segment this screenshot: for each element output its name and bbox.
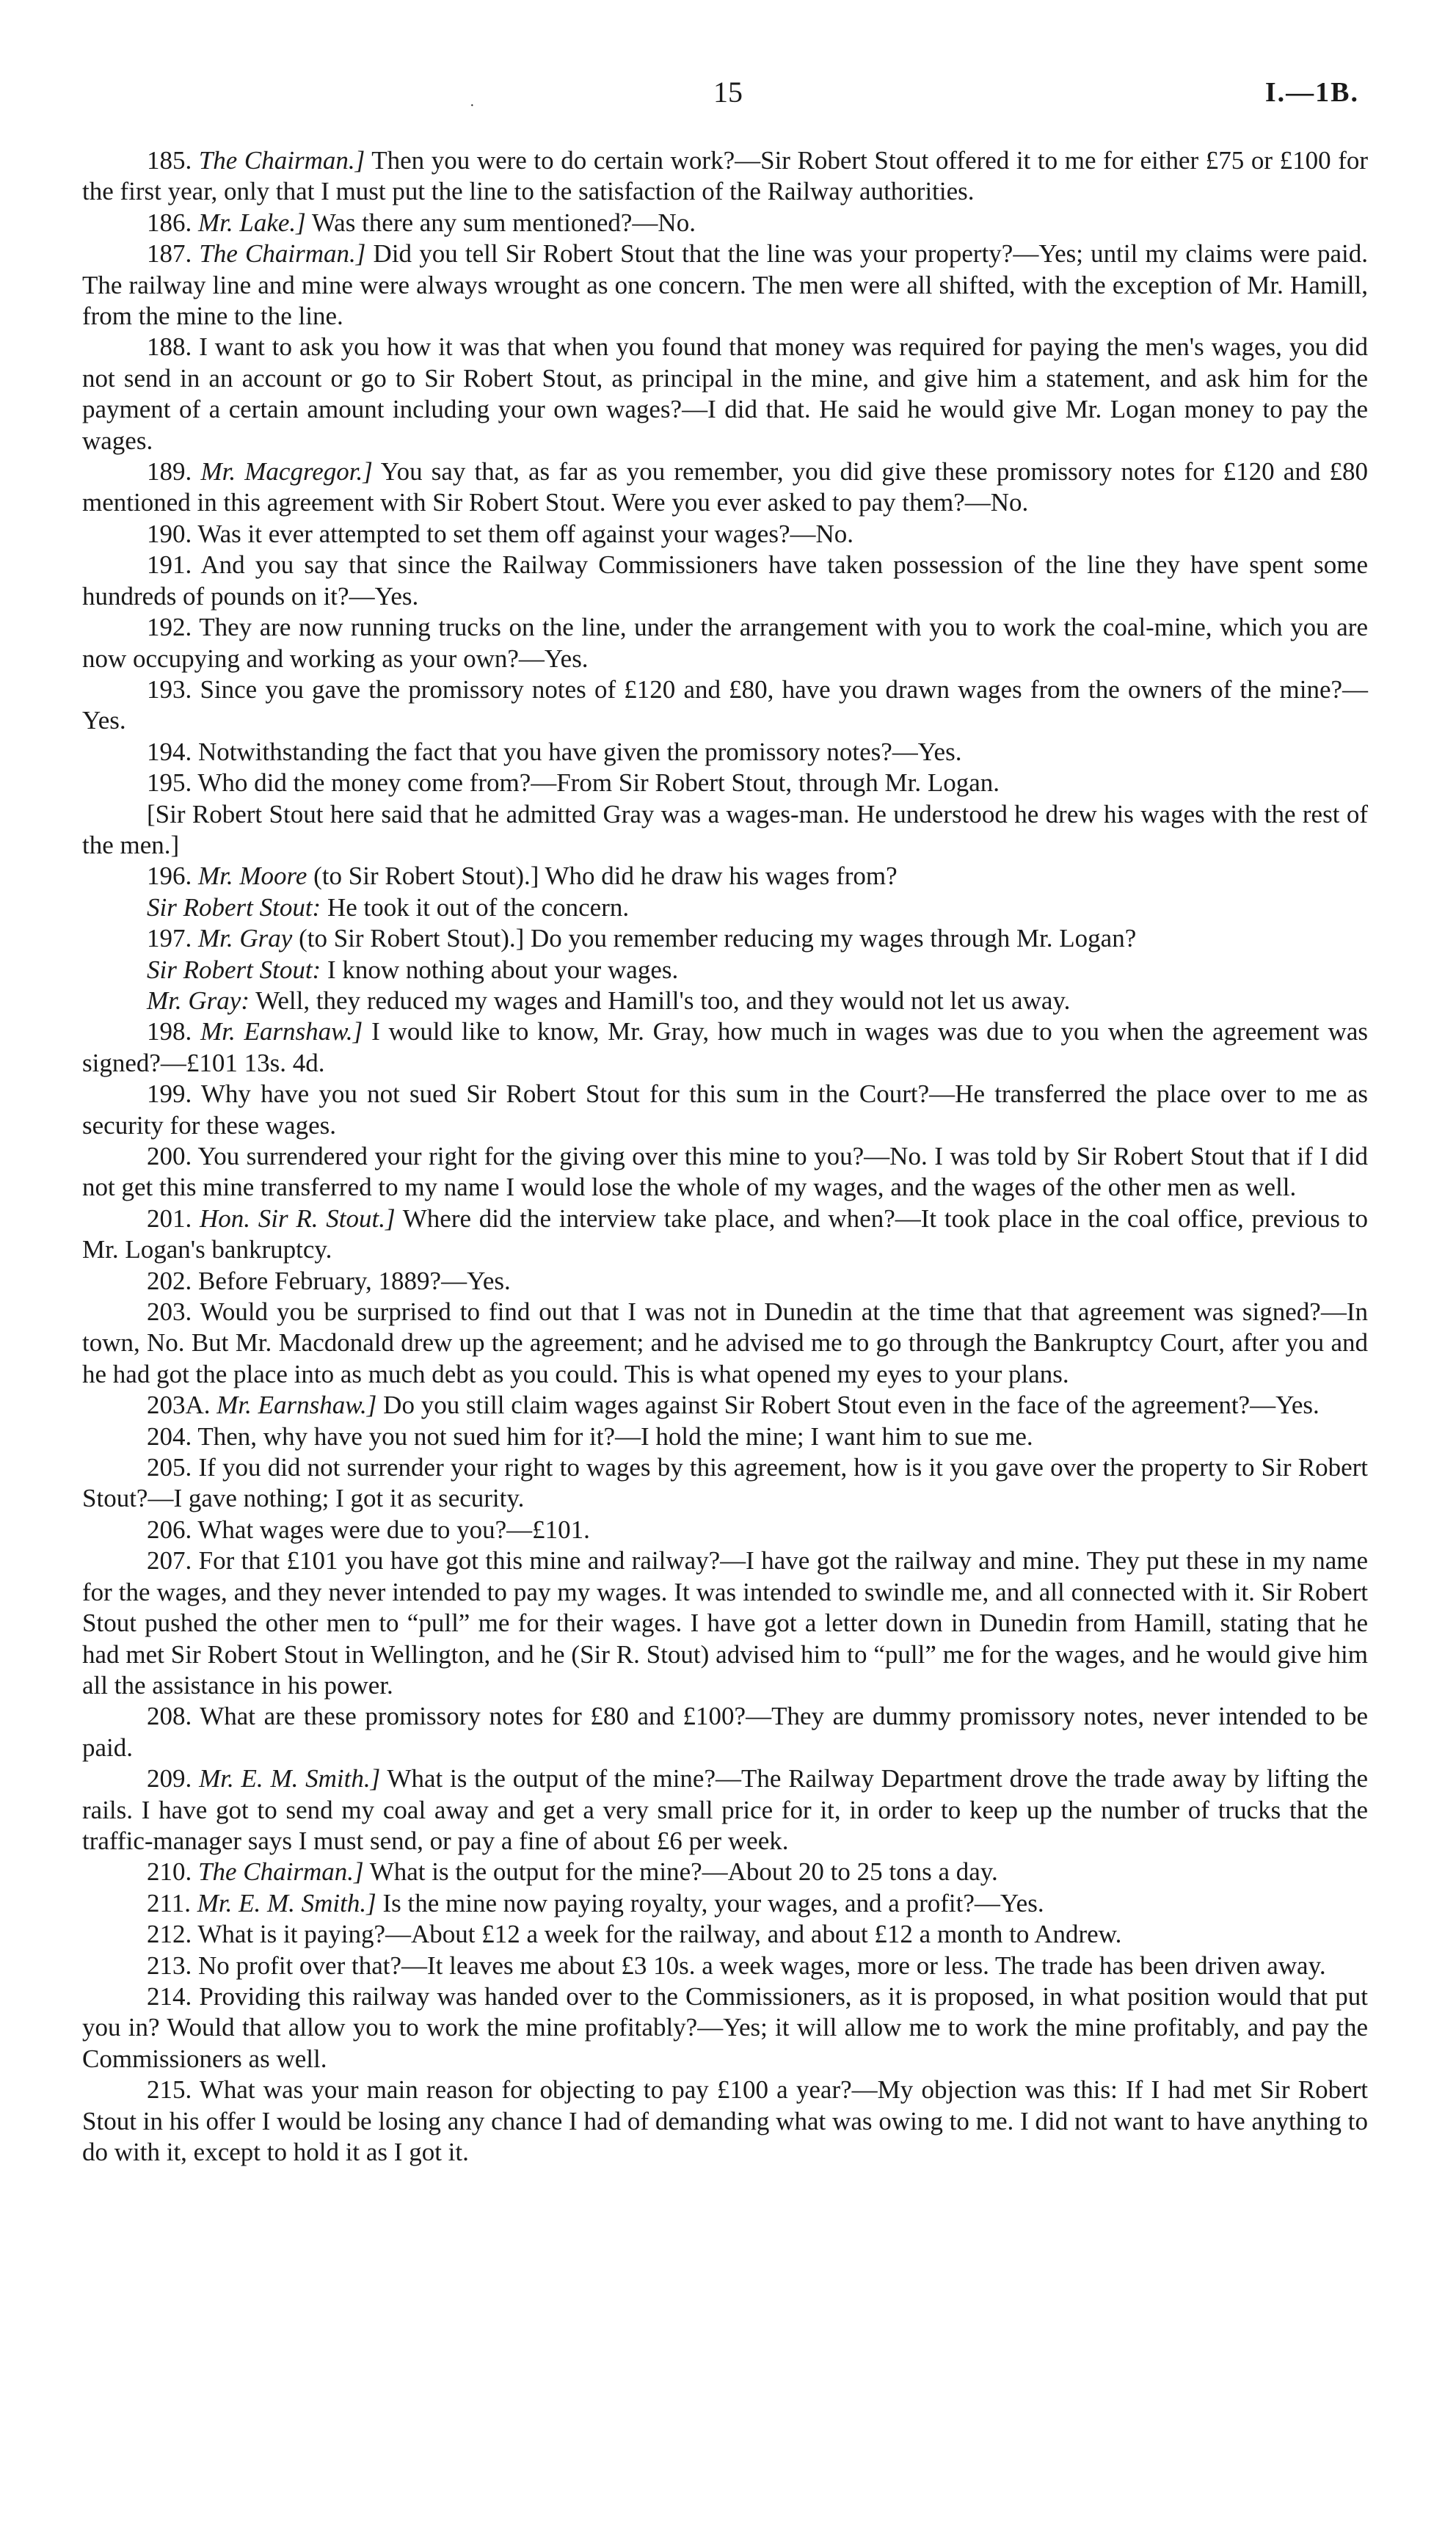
testimony-text: Was it ever attempted to set them off against your wages?—No. <box>197 519 854 548</box>
speaker-name: Mr. Moore <box>198 862 307 891</box>
paper-reference: I.—1B. <box>1264 77 1359 108</box>
testimony-paragraph <box>82 238 1368 332</box>
question-number: 195. <box>147 768 198 798</box>
testimony-text: Do you still claim wages against Sir Robert Stout even in the face of the agreement?—Yes. <box>376 1391 1320 1420</box>
question-number: 207. <box>147 1546 199 1576</box>
question-number: 201. <box>147 1203 200 1233</box>
question-number: 213. <box>147 1951 198 1980</box>
testimony-paragraph <box>82 799 1368 862</box>
testimony-text: Before February, 1889?—Yes. <box>198 1266 511 1295</box>
testimony-text: Then, why have you not sued him for it?—I hold the mine; I want him to sue me. <box>197 1421 1033 1451</box>
question-number: 185. <box>147 146 199 175</box>
testimony-paragraph <box>82 1016 1368 1079</box>
question-number: 214. <box>147 1981 200 2011</box>
testimony-text: What was your main reason for objecting to pay £100 a year?—My objection was this: If I had met Sir Robert Stout in his offer I would be losing any chance I had of demanding what was owing to me. I did not want to have anything to do with it, except to hold it as I got it. <box>82 2075 1368 2166</box>
question-number: 188. <box>147 332 200 362</box>
question-number: 198. <box>147 1017 201 1046</box>
testimony-text: You say that, as far as you remember, you did give these promissory notes for £120 and £80 mentioned in this agreement with Sir Robert Stout. Were you ever asked to pay them?—No. <box>82 457 1368 517</box>
testimony-text: For that £101 you have got this mine and railway?—I have got the railway and mine. They put these in my name for the wages, and they never intended to pay my wages. It was intended to swindle me, and all connected with it. Sir Robert Stout pushed the other men to “pull” me for their wages. I have got a letter down in Dunedin from Hamill, stating that he had met Sir Robert Stout in Wellington, and he (Sir R. Stout) advised him to “pull” me for the wages, and he would give him all the assistance in his power. <box>82 1546 1369 1700</box>
testimony-paragraph <box>82 1266 1368 1297</box>
question-number: 197. <box>147 924 198 953</box>
testimony-text: I want to ask you how it was that when you found that money was required for paying the men's wages, you did not send in an account or go to Sir Robert Stout, as principal in the mine, and give him a statement, and ask him for the payment of a certain amount including your own wages?—I did that. He said he would give Mr. Logan money to pay the wages. <box>82 332 1369 455</box>
testimony-text: Did you tell Sir Robert Stout that the line was your property?—Yes; until my claims were paid. The railway line and mine were always wrought as one concern. The men were all shifted, with the exception of Mr. Hamill, from the mine to the line. <box>82 239 1369 331</box>
question-number: 199. <box>147 1079 201 1109</box>
question-number: 193. <box>147 674 200 704</box>
testimony-text: What is it paying?—About £12 a week for the railway, and about £12 a month to Andrew. <box>197 1920 1122 1949</box>
testimony-text: What wages were due to you?—£101. <box>197 1515 590 1544</box>
question-number: 203. <box>147 1297 200 1327</box>
speaker-name: Hon. Sir R. Stout.] <box>200 1203 396 1233</box>
testimony-paragraph <box>82 456 1368 519</box>
testimony-paragraph <box>82 737 1368 768</box>
testimony-paragraph <box>82 1951 1368 1981</box>
speaker-name: Mr. E. M. Smith.] <box>197 1888 376 1918</box>
question-number: 210. <box>147 1857 198 1887</box>
testimony-text: What is the output for the mine?—About 20 to 25 tons a day. <box>363 1857 998 1887</box>
testimony-text: What are these promissory notes for £80 and £100?—They are dummy promissory notes, never intended to be paid. <box>82 1702 1368 1762</box>
testimony-paragraph <box>82 923 1368 954</box>
testimony-text: What is the output of the mine?—The Railway Department drove the trade away by lifting the rails. I have got to send my coal away and get a very small price for it, in order to keep up the number of trucks that the traffic-manager says I must send, or pay a fine of about £6 per week. <box>82 1764 1369 1855</box>
testimony-text: Who did the money come from?—From Sir Robert Stout, through Mr. Logan. <box>197 768 1000 798</box>
question-number: 211. <box>147 1888 197 1918</box>
testimony-paragraph <box>82 1857 1368 1887</box>
question-number: 212. <box>147 1920 198 1949</box>
testimony-paragraph <box>82 892 1368 923</box>
speaker-name: The Chairman.] <box>198 146 365 175</box>
testimony-text: Providing this railway was handed over to the Commissioners, as it is proposed, in what position would that put you in? Would that allow you to work the mine profitably?—Yes; it will allow me to work the mine profitably, and pay the Commissioners as well. <box>82 1981 1368 2073</box>
testimony-text: Why have you not sued Sir Robert Stout for this sum in the Court?—He transferred the place over to me as security for these wages. <box>82 1079 1368 1140</box>
testimony-paragraph <box>82 2075 1368 2168</box>
testimony-text: I would like to know, Mr. Gray, how much in wages was due to you when the agreement was signed?—£101 13s. 4d. <box>82 1017 1368 1077</box>
question-number: 209. <box>147 1764 200 1793</box>
testimony-paragraph <box>82 1203 1368 1266</box>
testimony-paragraph <box>82 1141 1368 1203</box>
testimony-text: They are now running trucks on the line, under the arrangement with you to work the coal-mine, which you are now occupying and working as your own?—Yes. <box>82 613 1368 673</box>
question-number: 202. <box>147 1266 198 1295</box>
testimony-paragraph <box>82 145 1368 208</box>
question-number: 204. <box>147 1421 198 1451</box>
testimony-text: You surrendered your right for the giving over this mine to you?—No. I was told by Sir Robert Stout that if I did not get this mine transferred to my name I would lose the whole of my wages, and the wages of the other men as well. <box>82 1142 1368 1202</box>
testimony-paragraph <box>82 332 1368 456</box>
testimony-text: Well, they reduced my wages and Hamill's too, and they would not let us away. <box>249 986 1071 1015</box>
testimony-text: Since you gave the promissory notes of £120 and £80, have you drawn wages from the owners of the mine?—Yes. <box>82 674 1369 735</box>
testimony-text: Is the mine now paying royalty, your wages, and a profit?—Yes. <box>376 1888 1044 1918</box>
testimony-text: (to Sir Robert Stout).] Who did he draw his wages from? <box>307 862 898 891</box>
testimony-paragraph <box>82 1545 1368 1701</box>
testimony-text: Was there any sum mentioned?—No. <box>305 208 696 237</box>
testimony-text: I know nothing about your wages. <box>321 955 679 984</box>
page-number: 15 <box>713 76 743 109</box>
question-number: 194. <box>147 737 198 766</box>
testimony-text: Notwithstanding the fact that you have given the promissory notes?—Yes. <box>198 737 962 766</box>
testimony-paragraph <box>82 1981 1368 2075</box>
speaker-name: Mr. Gray: <box>147 986 250 1015</box>
testimony-paragraph <box>82 1390 1368 1421</box>
testimony-paragraph <box>82 208 1368 238</box>
speaker-name: Mr. E. M. Smith.] <box>199 1764 381 1793</box>
testimony-paragraph <box>82 1421 1368 1452</box>
document-body <box>82 145 1368 2168</box>
testimony-paragraph <box>82 768 1368 798</box>
question-number: 192. <box>147 613 200 642</box>
speaker-name: Mr. Macgregor.] <box>200 457 373 487</box>
speaker-name: Sir Robert Stout: <box>147 955 321 984</box>
testimony-text: He took it out of the concern. <box>321 892 630 922</box>
question-number: 215. <box>147 2075 200 2105</box>
speaker-name: The Chairman.] <box>198 1857 364 1887</box>
testimony-paragraph <box>82 674 1368 737</box>
testimony-text: Would you be surprised to find out that I was not in Dunedin at the time that that agreement was signed?—In town, No. But Mr. Macdonald drew up the agreement; and he advised me to go through the Bankruptcy Court, after you and he had got the place into as much debt as you could. This is what opened my eyes to your plans. <box>82 1297 1368 1388</box>
question-number: 203A. <box>147 1391 217 1420</box>
question-number: 205. <box>147 1453 199 1482</box>
question-number: 208. <box>147 1702 200 1731</box>
testimony-paragraph <box>82 550 1368 612</box>
question-number: 200. <box>147 1142 198 1170</box>
testimony-text: [Sir Robert Stout here said that he admitted Gray was a wages-man. He understood he drew his wages with the rest of the men.] <box>82 799 1368 859</box>
speaker-name: Mr. Earnshaw.] <box>200 1017 363 1046</box>
testimony-text: No profit over that?—It leaves me about £3 10s. a week wages, more or less. The trade has been driven away. <box>198 1951 1326 1980</box>
testimony-paragraph <box>82 1763 1368 1857</box>
question-number: 196. <box>147 862 198 891</box>
stray-mark: · <box>470 98 475 114</box>
testimony-paragraph <box>82 1452 1368 1515</box>
testimony-paragraph <box>82 1515 1368 1545</box>
speaker-name: Mr. Earnshaw.] <box>216 1391 377 1420</box>
testimony-paragraph <box>82 1919 1368 1950</box>
testimony-paragraph <box>82 612 1368 674</box>
testimony-text: If you did not surrender your right to wages by this agreement, how is it you gave over the property to Sir Robert Stout?—I gave nothing; I got it as security. <box>82 1453 1368 1513</box>
question-number: 206. <box>147 1515 198 1544</box>
testimony-paragraph <box>82 986 1368 1016</box>
testimony-paragraph <box>82 519 1368 550</box>
testimony-text: (to Sir Robert Stout).] Do you remember reducing my wages through Mr. Logan? <box>292 924 1137 953</box>
question-number: 190. <box>147 519 198 548</box>
testimony-paragraph <box>82 1888 1368 1919</box>
question-number: 189. <box>147 457 201 487</box>
testimony-text: And you say that since the Railway Commissioners have taken possession of the line they have spent some hundreds of pounds on it?—Yes. <box>82 550 1368 611</box>
testimony-paragraph <box>82 861 1368 892</box>
testimony-paragraph <box>82 955 1368 986</box>
speaker-name: Sir Robert Stout: <box>147 892 321 922</box>
speaker-name: Mr. Gray <box>198 924 293 953</box>
testimony-text: Where did the interview take place, and when?—It took place in the coal office, previous to Mr. Logan's bankruptcy. <box>82 1203 1368 1264</box>
testimony-paragraph <box>82 1701 1368 1763</box>
testimony-text: Then you were to do certain work?—Sir Robert Stout offered it to me for either £75 or £100 for the first year, only that I must put the line to the satisfaction of the Railway authorities. <box>82 146 1369 206</box>
question-number: 191. <box>147 550 201 580</box>
speaker-name: The Chairman.] <box>199 239 366 269</box>
question-number: 186. <box>147 208 198 237</box>
testimony-paragraph <box>82 1297 1368 1390</box>
page-header <box>0 70 1456 114</box>
testimony-paragraph <box>82 1079 1368 1141</box>
question-number: 187. <box>147 239 200 269</box>
speaker-name: Mr. Lake.] <box>198 208 306 237</box>
